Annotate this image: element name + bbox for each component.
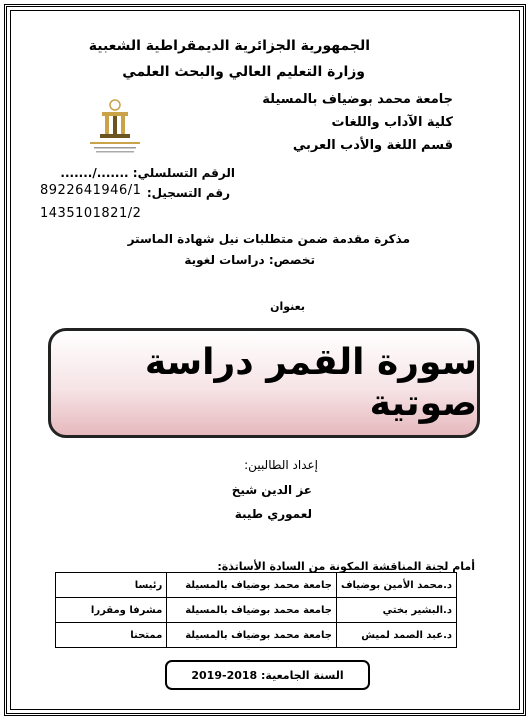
- academic-year: السنة الجامعية: 2018-2019: [165, 660, 370, 690]
- member-name: د.محمد الأمين بوضياف: [336, 573, 456, 598]
- thesis-title: سورة القمر دراسة صوتية: [144, 342, 477, 424]
- committee-table: [55, 572, 457, 648]
- table-row: [56, 598, 457, 623]
- republic-title: الجمهورية الجزائرية الديمقراطية الشعبية: [88, 38, 370, 54]
- registration-number-1: 8922641946/1: [40, 183, 142, 198]
- serial-number-label: الرقم التسلسلي: ......./.......: [60, 166, 235, 180]
- member-university: جامعة محمد بوضياف بالمسيلة: [167, 573, 337, 598]
- member-role: رئيسا: [56, 573, 167, 598]
- registration-number-2: 1435101821/2: [40, 206, 142, 221]
- university-name: جامعة محمد بوضياف بالمسيلة: [262, 92, 453, 107]
- registration-label: رقم التسجيل:: [146, 186, 230, 200]
- student-name: لعموري طيبة: [234, 507, 312, 521]
- member-name: د.البشير بختي: [336, 598, 456, 623]
- member-role: ممتحنا: [56, 623, 167, 648]
- student-name: عز الدين شيخ: [231, 483, 312, 497]
- title-box: [48, 328, 480, 438]
- department-name: قسم اللغة والأدب العربي: [292, 138, 453, 153]
- member-name: د.عبد الصمد لميش: [336, 623, 456, 648]
- university-logo-icon: [80, 96, 150, 164]
- member-university: جامعة محمد بوضياف بالمسيلة: [167, 598, 337, 623]
- faculty-name: كلية الآداب واللغات: [331, 115, 453, 130]
- member-role: مشرفا ومقررا: [56, 598, 167, 623]
- table-row: [56, 573, 457, 598]
- member-university: جامعة محمد بوضياف بالمسيلة: [167, 623, 337, 648]
- committee-label: أمام لجنة المناقشة المكونة من السادة الأساتذة:: [217, 560, 475, 573]
- ministry-title: وزارة التعليم العالي والبحث العلمي: [122, 64, 365, 80]
- titled-label: بعنوان: [270, 300, 305, 313]
- table-row: [56, 623, 457, 648]
- memo-purpose: مذكرة مقدمة ضمن متطلبات نيل شهادة الماستر: [127, 232, 410, 246]
- specialization: تخصص: دراسات لغوية: [184, 253, 315, 267]
- students-label: إعداد الطالبين:: [244, 458, 318, 472]
